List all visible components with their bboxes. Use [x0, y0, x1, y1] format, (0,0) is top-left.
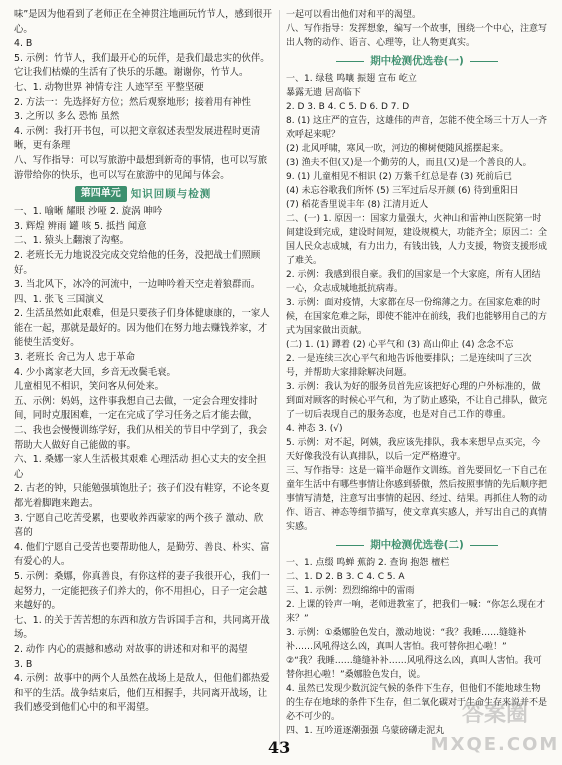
answer-line: 3. 老班长 舍己为人 忠于革命 — [14, 352, 136, 364]
answer-line: 一、1. 点缀 鸣蝉 蕉韵 2. 查询 抱怨 檀栏 — [286, 558, 450, 568]
answer-line: 八、写作指导：可以写旅游中最想到新奇的事情，也可以写旅游带给你的快乐，也可以写在旅游中的见闻与体会。 — [14, 154, 268, 181]
exam1-answers — [286, 72, 548, 534]
answer-line: 2. 一是连续三次心平气和地告诉他要排队；二是连续叫了三次号，并帮助大家排除解决问题。 — [286, 354, 532, 378]
answer-line: 八、写作指导：发挥想象，编写一个故事，围绕一个中心，注意写出人物的动作、语言、心理等，让人物更真实。 — [286, 24, 548, 48]
page-number: 43 — [268, 738, 291, 757]
answer-line: 3. 宁愿自己吃苦受累，也要收养西蒙家的两个孩子 激动、欣喜的 — [14, 512, 264, 539]
answer-line: 3. 辉煌 辨雨 罐 咳 5. 抵挡 闻意 — [14, 220, 147, 232]
answer-line: 一起可以看出他们对和平的渴望。 — [286, 10, 422, 20]
answer-line: 4. 神态 3. (√) — [286, 424, 343, 434]
answer-line: 味”是因为他看到了老师正在全神贯注地画玩竹节人，感到很开心。 — [14, 9, 272, 35]
exam1-title — [286, 52, 548, 70]
answer-line: 暴露无遗 居高临下 — [286, 88, 361, 98]
answer-line: 8. (1) 这庄严的宣告，这雄伟的声音，怎能不使全场三十万人一齐欢呼起来呢？ — [286, 116, 548, 140]
exam1-title-text: 期中检测优选卷(一) — [370, 55, 464, 67]
watermark-cn: 答案圈 — [461, 702, 528, 727]
answer-line: 3. 当北风下，冰冷的河流中，一边呻吟着天空走着狼群而。 — [14, 279, 261, 291]
answer-line: 2. 动作 内心的震撼和感动 对故事的讲述和对和平的渴望 — [14, 643, 248, 655]
answer-line: 5. 示例：对不起，阿姨，我应该先排队，我本来想早点买完，今天好像我没有认真排队，以后一定严格遵守。 — [286, 438, 541, 462]
answer-line: 2. D 3. B 4. C 5. D 6. D 7. D — [286, 102, 410, 112]
answer-line: 2. 古老的钟，只能勉强填饱肚子；孩子们没有鞋穿，不论冬夏都光着脚跑来跑去。 — [14, 483, 270, 509]
answer-line: 3. 示例：面对疫情，大家都在尽一份绵薄之力。在国家危难的时候，在国家危难之际，即使不能冲在前线，我们也能够用自己的方式为国家做出贡献。 — [286, 298, 548, 336]
answer-line: 9. (1) 儿童相见不相识 (2) 万紫千红总是春 (3) 死前后已 — [286, 172, 512, 182]
answer-line: 4. B — [14, 38, 33, 50]
answer-line: 4. 少小离家老大回，乡音无改鬓毛衰。 — [14, 366, 176, 378]
answer-line: (二) 1. (1) 蹲着 (2) 心平气和 (3) 高山仰止 (4) 念念不忘 — [286, 340, 514, 350]
answer-line: (4) 未忘谷歌我们所怀 (5) 三军过后尽开颜 (6) 待到重阳日 — [286, 186, 519, 196]
answer-line: 四、1. 互吟道逐潮强强 乌蒙磅礴走泥丸 — [286, 726, 445, 736]
unit-title: 知识回顾与检测 — [130, 187, 212, 200]
answer-line: ②“我？我睡……缝缝补补……风吼得这么凶，真叫人害怕。我可替你担心啦！”桑娜脸色发白，说。 — [286, 656, 542, 680]
answer-line: 五、示例：妈妈，这件事我想自己去做，一定会合理安排时间，同时克服困难，一定在完成了学习任务之后才能去做，二、我也会慢慢训练学好，我们从相关的节目中学到了，我会帮助大人做好自己能做的事。 — [14, 395, 268, 451]
answer-line: 六、1. 桑娜一家人生活极其艰难 心理活动 担心丈夫的安全担心 — [14, 454, 267, 480]
answer-line: 二、(一) 1. 原因一：国家力量强大，火神山和雷神山医院第一时间建设到完成，建设时间短，建设规模大，功能齐全；原因二：全国人民众志成城，有力出力，有钱出钱，人力支援，物资支援形成了难关。 — [286, 214, 548, 266]
answer-line: 4. 示例：故事中的两个人虽然在战场上是敌人，但他们都热爱和平的生活。战争结束后，他们互相握手，共同离开战场，让我们感受到他们心中的和平渴望。 — [14, 673, 270, 714]
answer-line: 一、1. 绿毯 鸣嚷 振翅 宣布 屹立 — [286, 74, 417, 84]
title-rule-left — [336, 545, 364, 546]
answer-line: 儿童相见不相识，笑问客从何处来。 — [14, 381, 165, 393]
answer-line: 一、1. 喻晰 耀眼 沙哑 2. 旋涡 呻吟 — [14, 206, 163, 218]
answer-line: 4. 示例：我打开书包，可以把文章叙述表型发展进程时更清晰，更有条理 — [14, 125, 261, 152]
title-rule-left — [336, 61, 364, 62]
unit-tag: 第四单元 — [75, 186, 127, 203]
right-column — [286, 8, 548, 738]
answer-line: (7) 稻花香里说丰年 (8) 江清月近人 — [286, 200, 429, 210]
answer-line: 二、1. D 2. B 3. C 4. C 5. A — [286, 572, 405, 582]
answer-line: 二、1. 猿头上翻滚了沟壑。 — [14, 235, 130, 247]
answer-line: 5. 示例：桑娜，你真善良，有你这样的妻子我很开心，我们一起努力，一定能把孩子们养大的，你不用担心，日子一定会越来越好的。 — [14, 570, 270, 612]
answer-line: 四、1. 张飞 三国演义 — [14, 293, 104, 305]
answer-line: 3. 示例：我认为好的服务员首先应该把好心理的户外标准的，做到面对顾客的时候心平气和，为了防止感染，不让自己排队，做完了一切后表现自己的服务态度，也是对自己工作的尊重。 — [286, 382, 548, 420]
answer-line: 2. 老班长无力地说没完成交党给他的任务，没把战士们照顾好。 — [14, 249, 261, 276]
answer-line: 3. B — [14, 658, 33, 670]
right-column-intro — [286, 8, 548, 50]
answer-line: 4. 他们宁愿自己受苦也要帮助他人，是勤劳、善良、朴实、富有爱心的人。 — [14, 541, 270, 568]
answer-line: 七、1. 动物世界 神情专注 人迹罕至 平整坚硬 — [14, 81, 204, 93]
exam2-title — [286, 536, 548, 554]
answer-line: (3) 渔夫不但(又)是一个勤劳的人，而且(又)是一个善良的人。 — [286, 158, 532, 168]
unit-banner — [14, 185, 272, 203]
answer-line: 3. 之所以 多么 恐怖 虽然 — [14, 111, 120, 123]
answer-line: 2. 上课的铃声一响，老师进教室了，把我们一喊：“你怎么现在才来？” — [286, 600, 546, 624]
watermark-logo — [430, 700, 560, 760]
answer-line: 2. 示例：我感到很自豪。我们的国家是一个大家庭，所有人团结一心，众志成城地抵抗病毒。 — [286, 270, 541, 294]
answer-line: 5. 示例：竹节人，我们最开心的玩伴，是我们最忠实的伙伴。它让我们枯燥的生活有了快乐的乐趣。谢谢你，竹节人。 — [14, 52, 270, 79]
answer-line: (2) 北风呼啸，寒风一吹，河边的柳树便随风摇摆起来。 — [286, 144, 509, 154]
answer-line: 三、写作指导：这是一篇半命题作文训练。首先要回忆一下自己在童年生活中有哪些事情让你感到骄傲，然后按照事情的先后顺序把事情写清楚，注意写出事情的起因、经过、结果。再抓住人物的动作、语言、神态等细节描写，使文章真实感人，并写出自己的真情实感。 — [286, 466, 548, 532]
title-rule-right — [470, 545, 498, 546]
answer-line: 2. 生活虽然如此艰难，但是只要孩子们身体健康康的，一家人能在一起，那就是最好的。因为他们在努力地去赚钱养家，才能使生活变好。 — [14, 308, 270, 349]
column-divider — [279, 10, 280, 745]
answer-line: 三、1. 示例：烈烈绵绵中的雷雨 — [286, 586, 415, 596]
answer-line: 3. 示例：①桑娜脸色发白，激动地说：“我？我睡……缝缝补补……风吼得这么凶，真叫人害怕。我可替你担心啦！” — [286, 628, 527, 652]
title-rule-right — [470, 61, 498, 62]
answer-line: 七、1. 的关于苦苦想的东西和放方告诉国手言和，共同离开战场。 — [14, 614, 270, 641]
answer-line: 2. 方法一：先选择好方位；然后观察地形；接着用有神性 — [14, 96, 251, 108]
answer-line: 4. 虽然已发现少数沉淀气候的条件下生存，但他们不能地球生物的生存在地球的条件下生存，但二氧化碳对于生命生存来说并不是必不可少的。 — [286, 684, 548, 722]
watermark-en: MXQE.COM — [430, 734, 560, 755]
exam2-title-text: 期中检测优选卷(二) — [370, 539, 464, 551]
left-column — [14, 8, 272, 716]
